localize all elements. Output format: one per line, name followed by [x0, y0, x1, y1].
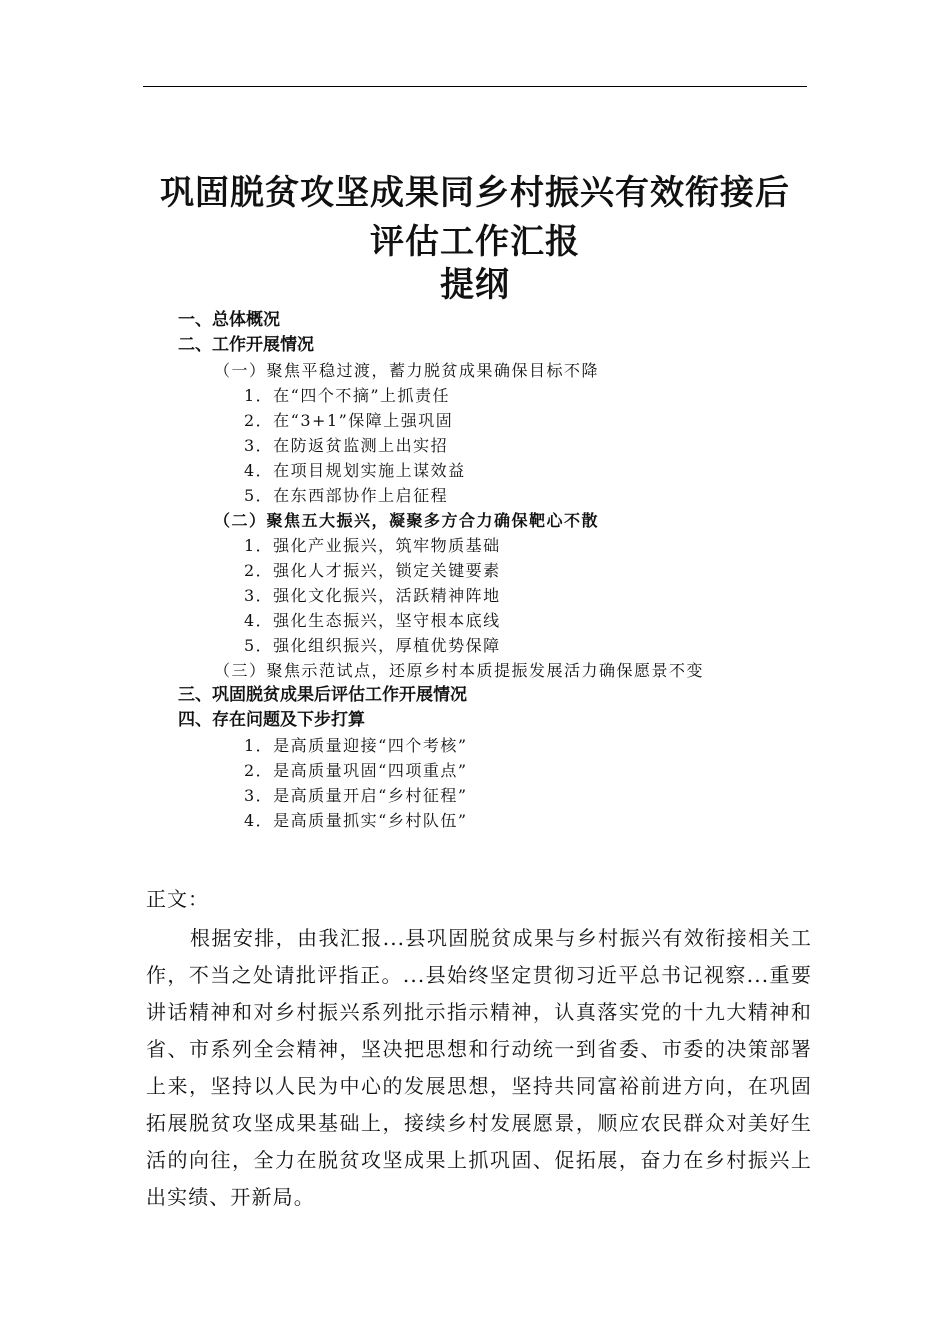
- outline-item: 二、工作开展情况: [178, 335, 314, 355]
- outline-item: 2．强化人才振兴，锁定关键要素: [244, 561, 501, 580]
- body-paragraph: 根据安排，由我汇报...县巩固脱贫成果与乡村振兴有效衔接相关工作，不当之处请批评指正。...县始终坚定贯彻习近平总书记视察...重要讲话精神和对乡村振兴系列批示指示精神，认真落实党的十九大精神和省、市系列全会精神，坚决把思想和行动统一到省委、市委的决策部署上来，坚持以人民为中心的发展思想，坚持共同富裕前进方向，在巩固拓展脱贫攻坚成果基础上，接续乡村发展愿景，顺应农民群众对美好生活的向往，全力在脱贫攻坚成果上抓巩固、促拓展，奋力在乡村振兴上出实绩、开新局。: [146, 926, 812, 1209]
- outline-item: 2．在“3+1”保障上强巩固: [244, 411, 454, 430]
- outline-item: 四、存在问题及下步打算: [178, 710, 365, 730]
- outline-item: 4．强化生态振兴，坚守根本底线: [244, 611, 501, 630]
- body-label: 正文：: [146, 887, 209, 911]
- outline-item: 4．在项目规划实施上谋效益: [244, 461, 466, 480]
- outline-item: （三）聚焦示范试点，还原乡村本质提振发展活力确保愿景不变: [214, 661, 705, 680]
- outline-item: 1．强化产业振兴，筑牢物质基础: [244, 536, 501, 555]
- outline-item: 5．在东西部协作上启征程: [244, 486, 449, 505]
- outline-item: 5．强化组织振兴，厚植优势保障: [244, 636, 501, 655]
- outline-item: 三、巩固脱贫成果后评估工作开展情况: [178, 685, 467, 705]
- outline-item: 3．在防返贫监测上出实招: [244, 436, 449, 455]
- outline-item: 3．是高质量开启“乡村征程”: [244, 786, 468, 805]
- document-title-line-2: 评估工作汇报: [370, 222, 580, 262]
- outline-item: 1．是高质量迎接“四个考核”: [244, 736, 468, 755]
- outline-item: 2．是高质量巩固“四项重点”: [244, 761, 468, 780]
- outline-item: （一）聚焦平稳过渡，蓄力脱贫成果确保目标不降: [214, 361, 600, 380]
- outline-item: 3．强化文化振兴，活跃精神阵地: [244, 586, 501, 605]
- outline-item: 4．是高质量抓实“乡村队伍”: [244, 811, 468, 830]
- outline-item: 一、总体概况: [178, 310, 280, 330]
- header-rule: [143, 86, 807, 87]
- outline-item: 1．在“四个不摘”上抓责任: [244, 386, 451, 405]
- document-title-line-1: 巩固脱贫攻坚成果同乡村振兴有效衔接后: [160, 173, 790, 213]
- document-title-line-3: 提纲: [440, 265, 510, 305]
- outline-item: （二）聚焦五大振兴，凝聚多方合力确保靶心不散: [214, 511, 600, 530]
